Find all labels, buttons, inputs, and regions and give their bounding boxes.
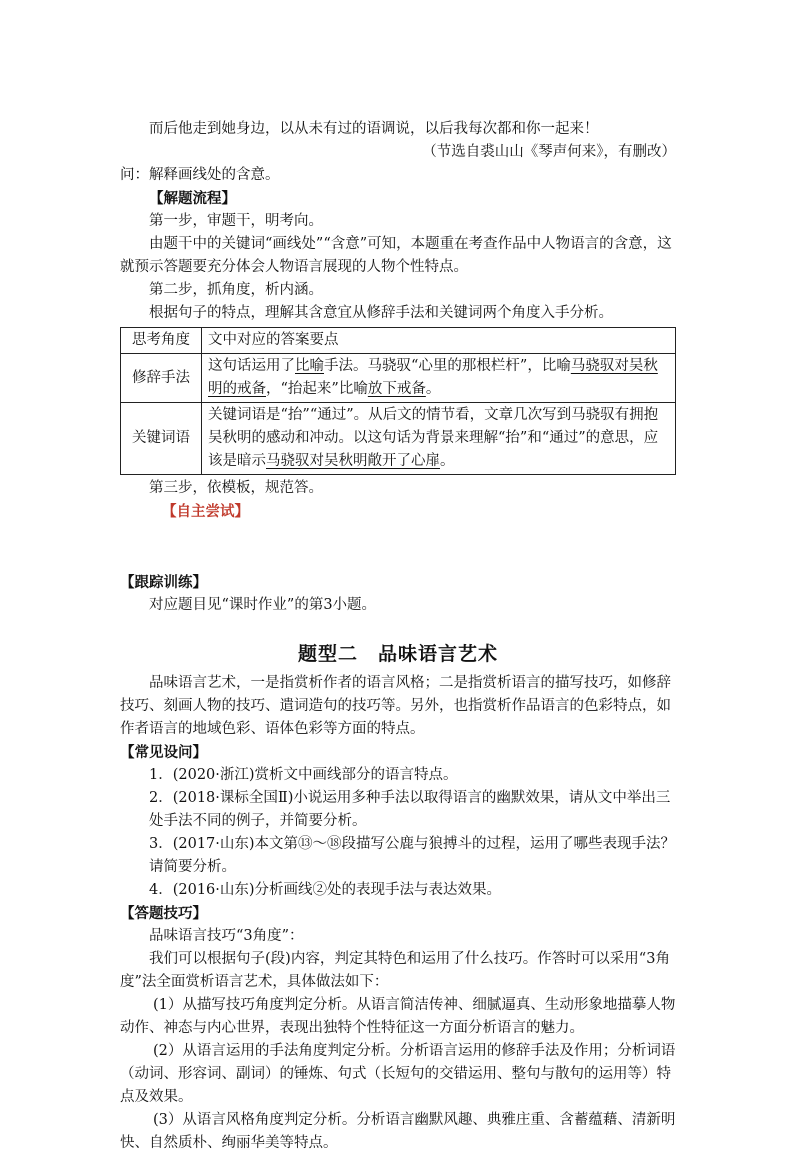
list-item: 3．(2017·山东)本文第⑬～⑱段描写公鹿与狼搏斗的过程，运用了哪些表现手法？请简要分析。: [149, 836, 676, 875]
heading-process: 【解题流程】: [149, 190, 236, 207]
step-3: 第三步，依模板，规范答。: [149, 480, 323, 496]
list-item: (2）从语言运用的手法角度判定分析。分析语言运用的修辞手法及作用；分析词语（动词、形容词、副词）的锤炼、句式（长短句的交错运用、整句与散句的运用等）特点及效果。: [120, 1043, 676, 1105]
list-item: 2．(2018·课标全国Ⅱ)小说运用多种手法以取得语言的幽默效果，请从文中举出三处手法不同的例子，并简要分析。: [149, 790, 671, 829]
skill-desc: 我们可以根据句子(段)内容，判定其特色和运用了什么技巧。作答时可以采用“3角度”法全面赏析语言艺术，具体做法如下：: [120, 951, 670, 990]
table-row: [121, 354, 676, 403]
skill-intro: 品味语言技巧“3角度”：: [149, 928, 304, 944]
blank-space: [120, 523, 676, 571]
table-row: [121, 328, 676, 354]
section-title: 题型二 品味语言艺术: [297, 643, 499, 665]
table-cell: 这句话运用了比喻手法。马骁驭“心里的那根栏杆”，比喻马骁驭对吴秋明的戒备，“抬起来”比喻放下戒备。: [202, 354, 676, 403]
follow-desc: 对应题目见“课时作业”的第3小题。: [149, 597, 377, 613]
list-item: (3）从语言风格角度判定分析。分析语言幽默风趣、典雅庄重、含蓄蕴藉、清新明快、自然质朴、绚丽华美等特点。: [120, 1112, 676, 1151]
table-cell: 关键词语是“抬”“通过”。从后文的情节看，文章几次写到马骁驭有拥抱吴秋明的感动和冲动。以这句话为背景来理解“抬”和“通过”的意思，应该是暗示马骁驭对吴秋明敞开了心扉。: [202, 403, 676, 475]
table-row-label: 修辞手法: [121, 354, 202, 403]
document-page: [120, 118, 676, 1155]
table-header-cell: 思考角度: [121, 328, 202, 354]
heading-follow: 【跟踪训练】: [120, 574, 207, 591]
heading-skill: 【答题技巧】: [120, 905, 207, 922]
analysis-table: [120, 327, 676, 475]
heading-common: 【常见设问】: [120, 744, 207, 761]
table-row-label: 关键词语: [121, 403, 202, 475]
step-2: 第二步，抓角度，析内涵。: [149, 282, 323, 298]
step-1-desc: 由题干中的关键词“画线处”“含意”可知，本题重在考查作品中人物语言的含意，这就预示答题要充分体会人物语言展现的人物个性特点。: [120, 236, 672, 275]
source-note: （节选自裘山山《琴声何来》，有删改）: [422, 144, 676, 160]
question-text: 问：解释画线处的含意。: [120, 167, 280, 183]
list-item: (1）从描写技巧角度判定分析。从语言简洁传神、细腻逼真、生动形象地描摹人物动作、神态与内心世界，表现出独特个性特征这一方面分析语言的魅力。: [120, 997, 676, 1036]
self-try-heading: 【自主尝试】: [162, 503, 249, 520]
list-item: 1．(2020·浙江)赏析文中画线部分的语言特点。: [149, 767, 458, 783]
step-1: 第一步，审题干，明考向。: [149, 213, 323, 229]
table-header-cell: 文中对应的答案要点: [202, 328, 676, 354]
section-intro: 品味语言艺术，一是指赏析作者的语言风格；二是指赏析语言的描写技巧，如修辞技巧、刻画人物的技巧、遣词造句的技巧等。另外，也指赏析作品语言的色彩特点，如作者语言的地域色彩、语体色彩等方面的特点。: [120, 675, 671, 737]
table-row: [121, 403, 676, 475]
step-2-desc: 根据句子的特点，理解其含意宜从修辞手法和关键词两个角度入手分析。: [149, 305, 613, 321]
list-item: 4．(2016·山东)分析画线②处的表现手法与表达效果。: [149, 882, 502, 898]
story-line: 而后他走到她身边，以从未有过的语调说，以后我每次都和你一起来！: [149, 121, 599, 137]
